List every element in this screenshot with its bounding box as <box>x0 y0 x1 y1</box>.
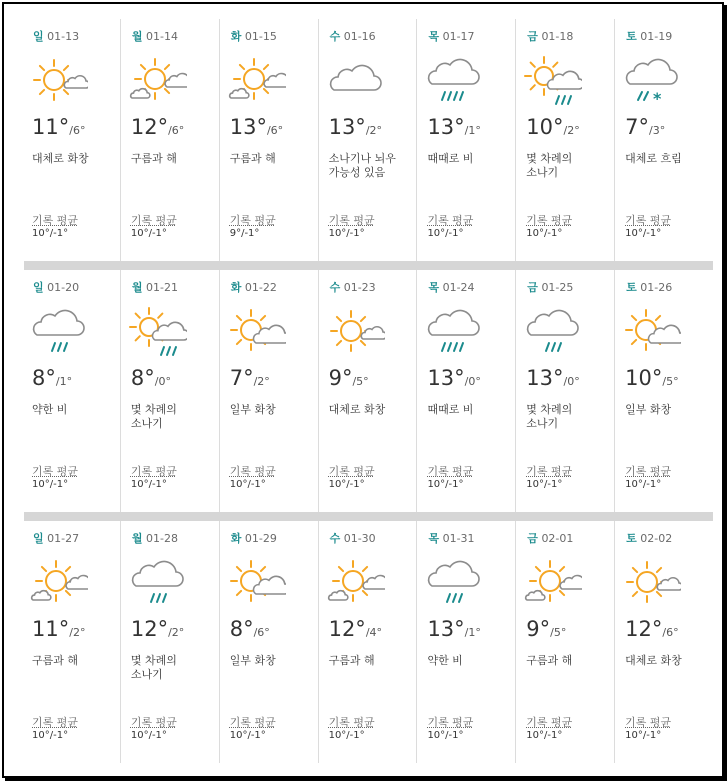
high-temp: 12° <box>130 115 169 139</box>
date-label: 02-02 <box>640 532 673 545</box>
week-row <box>22 521 714 763</box>
condition-text: 구름과 해 <box>229 152 276 165</box>
sun-mostly-clear-icon <box>621 554 681 610</box>
date-label: 01-25 <box>541 281 574 294</box>
record-average-value: 10°/-1° <box>32 479 69 490</box>
condition-text: 구름과 해 <box>328 654 375 667</box>
day-of-week: 토 <box>626 281 637 294</box>
record-average-link[interactable]: 기록 평균 <box>328 465 375 478</box>
date-label: 02-01 <box>541 532 574 545</box>
day-date <box>231 279 277 295</box>
date-label: 01-19 <box>640 30 673 43</box>
high-temp: 13° <box>526 366 564 390</box>
low-temp: /5° <box>550 626 567 639</box>
high-temp: 10° <box>526 115 564 139</box>
day-date <box>33 279 79 295</box>
condition-text: 일부 화창 <box>229 403 276 416</box>
condition-text: 대체로 화창 <box>625 654 682 667</box>
temperature <box>526 366 579 390</box>
day-date <box>330 530 376 546</box>
record-average-value: 10°/-1° <box>625 479 662 490</box>
low-temp: /0° <box>154 375 171 388</box>
day-card[interactable] <box>319 270 418 512</box>
day-of-week: 월 <box>131 532 143 545</box>
cloud-rain-icon <box>28 303 88 359</box>
week-row <box>22 270 714 512</box>
record-average-value: 10°/-1° <box>328 730 365 741</box>
day-card[interactable] <box>615 521 714 763</box>
day-card[interactable] <box>516 270 615 512</box>
day-of-week: 일 <box>33 30 44 43</box>
date-label: 01-30 <box>343 532 376 545</box>
record-average-link[interactable]: 기록 평균 <box>229 465 276 478</box>
temperature <box>131 115 184 139</box>
record-average-link[interactable]: 기록 평균 <box>526 214 573 227</box>
record-average-value: 10°/-1° <box>328 228 365 239</box>
low-temp: /1° <box>464 124 481 137</box>
temperature <box>526 115 579 139</box>
sun-partly-icon <box>621 303 681 359</box>
record-average-link[interactable]: 기록 평균 <box>526 465 573 478</box>
condition-text: 대체로 흐림 <box>625 152 682 165</box>
record-average-link[interactable]: 기록 평균 <box>625 214 672 227</box>
temperature <box>427 115 480 139</box>
record-average-link[interactable]: 기록 평균 <box>32 465 79 478</box>
low-temp: /2° <box>69 626 86 639</box>
low-temp: /3° <box>649 124 666 137</box>
condition-text: 몇 차례의 소나기 <box>130 403 177 430</box>
cloud-sleet-icon <box>621 52 681 108</box>
date-label: 01-31 <box>442 532 475 545</box>
day-date <box>231 28 277 44</box>
condition-text: 구름과 해 <box>32 654 79 667</box>
date-label: 01-14 <box>146 30 178 43</box>
high-temp: 13° <box>427 366 465 390</box>
week-row <box>22 19 714 261</box>
condition-text: 일부 화창 <box>229 654 276 667</box>
day-of-week: 일 <box>33 532 44 545</box>
cloud-icon <box>325 52 385 108</box>
temperature <box>329 617 382 641</box>
sun-cloud-icon <box>127 52 187 108</box>
day-of-week: 월 <box>131 281 143 294</box>
day-of-week: 화 <box>230 532 242 545</box>
sun-cloud-icon <box>28 554 88 610</box>
day-date <box>626 28 672 44</box>
date-label: 01-15 <box>244 30 277 43</box>
high-temp: 8° <box>32 366 56 390</box>
day-date <box>428 28 474 44</box>
day-card[interactable] <box>121 521 220 763</box>
condition-text: 일부 화창 <box>625 403 672 416</box>
day-of-week: 토 <box>626 532 637 545</box>
record-average-link[interactable]: 기록 평균 <box>427 214 474 227</box>
condition-text: 구름과 해 <box>526 654 573 667</box>
high-temp: 12° <box>328 617 366 641</box>
low-temp: /5° <box>662 375 679 388</box>
day-date <box>527 530 573 546</box>
day-of-week: 수 <box>329 30 341 43</box>
low-temp: /1° <box>464 626 481 639</box>
record-average-value: 10°/-1° <box>229 730 266 741</box>
record-average-value: 10°/-1° <box>229 479 266 490</box>
record-average-value: 9°/-1° <box>229 228 260 239</box>
record-average-value: 10°/-1° <box>427 228 464 239</box>
date-label: 01-17 <box>442 30 475 43</box>
record-average-value: 10°/-1° <box>526 730 563 741</box>
low-temp: /0° <box>464 375 481 388</box>
date-label: 01-18 <box>541 30 574 43</box>
low-temp: /4° <box>365 626 383 639</box>
day-card[interactable] <box>22 521 121 763</box>
temperature <box>131 366 171 390</box>
high-temp: 9° <box>526 617 551 641</box>
low-temp: /2° <box>563 124 580 137</box>
day-date <box>330 279 376 295</box>
high-temp: 7° <box>229 366 254 390</box>
low-temp: /6° <box>69 124 86 137</box>
day-of-week: 목 <box>428 281 440 294</box>
date-label: 01-28 <box>146 532 178 545</box>
low-temp: /6° <box>253 626 270 639</box>
sun-partly-icon <box>226 303 286 359</box>
sun-cloud-icon <box>226 52 286 108</box>
day-card[interactable] <box>121 19 220 261</box>
day-date <box>527 279 573 295</box>
record-average-link[interactable]: 기록 평균 <box>229 716 276 729</box>
day-date <box>626 530 672 546</box>
condition-text: 약한 비 <box>427 654 463 667</box>
record-average-value: 10°/-1° <box>32 228 69 239</box>
record-average-value: 10°/-1° <box>526 228 563 239</box>
day-date <box>330 28 376 44</box>
day-card[interactable] <box>220 521 319 763</box>
svg-text:*: * <box>653 89 662 108</box>
cloud-rain-heavy-icon <box>423 303 483 359</box>
high-temp: 11° <box>32 115 70 139</box>
date-label: 01-21 <box>146 281 178 294</box>
record-average-link[interactable]: 기록 평균 <box>526 716 573 729</box>
day-date <box>33 530 79 546</box>
cloud-rain-icon <box>522 303 582 359</box>
day-card[interactable] <box>516 521 615 763</box>
record-average-value: 10°/-1° <box>130 228 167 239</box>
record-average-value: 10°/-1° <box>625 730 662 741</box>
cloud-rain-icon <box>423 554 483 610</box>
low-temp: /6° <box>168 124 185 137</box>
day-of-week: 화 <box>230 281 242 294</box>
record-average-link[interactable]: 기록 평균 <box>625 716 672 729</box>
condition-text: 대체로 화창 <box>328 403 386 416</box>
day-card[interactable] <box>417 19 516 261</box>
day-of-week: 화 <box>230 30 242 43</box>
high-temp: 13° <box>427 115 465 139</box>
sun-cloud-icon <box>325 554 385 610</box>
day-card[interactable] <box>121 270 220 512</box>
temperature <box>625 366 678 390</box>
record-average-link[interactable]: 기록 평균 <box>229 214 276 227</box>
record-average-link[interactable]: 기록 평균 <box>130 214 177 227</box>
high-temp: 8° <box>229 617 254 641</box>
low-temp: /0° <box>563 375 580 388</box>
record-average-value: 10°/-1° <box>328 479 365 490</box>
day-date <box>132 530 178 546</box>
high-temp: 13° <box>427 617 465 641</box>
cloud-rain-heavy-icon <box>423 52 483 108</box>
day-card[interactable] <box>22 19 121 261</box>
record-average-link[interactable]: 기록 평균 <box>32 214 79 227</box>
condition-text: 대체로 화창 <box>32 152 89 165</box>
day-date <box>132 279 178 295</box>
day-of-week: 수 <box>329 281 341 294</box>
day-card[interactable] <box>615 270 714 512</box>
record-average-value: 10°/-1° <box>625 228 662 239</box>
day-date <box>428 279 474 295</box>
date-label: 01-26 <box>640 281 673 294</box>
record-average-value: 10°/-1° <box>32 730 69 741</box>
low-temp: /2° <box>168 626 185 639</box>
high-temp: 13° <box>229 115 267 139</box>
day-date <box>428 530 474 546</box>
record-average-value: 10°/-1° <box>130 730 167 741</box>
temperature <box>230 115 283 139</box>
day-date <box>33 28 79 44</box>
day-of-week: 월 <box>131 30 143 43</box>
day-date <box>132 28 178 44</box>
sun-partly-icon <box>226 554 286 610</box>
day-of-week: 일 <box>33 281 44 294</box>
window-frame <box>2 2 724 778</box>
low-temp: /6° <box>266 124 284 137</box>
date-label: 01-16 <box>343 30 376 43</box>
condition-text: 몇 차례의 소나기 <box>130 654 177 681</box>
temperature <box>32 115 85 139</box>
high-temp: 11° <box>32 617 70 641</box>
date-label: 01-20 <box>47 281 80 294</box>
day-card[interactable] <box>319 19 418 261</box>
day-of-week: 금 <box>527 532 538 545</box>
temperature <box>526 617 566 641</box>
high-temp: 10° <box>625 366 663 390</box>
sun-mostly-clear-icon <box>28 52 88 108</box>
week-separator <box>24 261 713 270</box>
week-separator <box>24 512 713 521</box>
sun-cloud-icon <box>522 554 582 610</box>
sun-cloud-rain-icon <box>522 52 582 108</box>
record-average-link[interactable]: 기록 평균 <box>130 716 177 729</box>
condition-text: 소나기나 뇌우 가능성 있음 <box>328 152 396 179</box>
high-temp: 7° <box>625 115 650 139</box>
record-average-link[interactable]: 기록 평균 <box>328 716 375 729</box>
condition-text: 때때로 비 <box>427 152 474 165</box>
temperature <box>427 366 480 390</box>
temperature <box>427 617 480 641</box>
high-temp: 12° <box>625 617 663 641</box>
date-label: 01-23 <box>343 281 376 294</box>
temperature <box>625 617 678 641</box>
high-temp: 13° <box>328 115 366 139</box>
condition-text: 구름과 해 <box>130 152 177 165</box>
record-average-link[interactable]: 기록 평균 <box>328 214 375 227</box>
cloud-rain-icon <box>127 554 187 610</box>
temperature <box>625 115 665 139</box>
condition-text: 약한 비 <box>32 403 68 416</box>
high-temp: 12° <box>130 617 169 641</box>
day-card[interactable] <box>417 270 516 512</box>
day-of-week: 목 <box>428 532 440 545</box>
day-card[interactable] <box>220 19 319 261</box>
record-average-link[interactable]: 기록 평균 <box>427 716 474 729</box>
low-temp: /5° <box>352 375 369 388</box>
temperature <box>230 617 270 641</box>
low-temp: /2° <box>253 375 270 388</box>
temperature <box>329 115 382 139</box>
high-temp: 8° <box>130 366 155 390</box>
day-of-week: 금 <box>527 30 538 43</box>
day-card[interactable] <box>417 521 516 763</box>
day-of-week: 수 <box>329 532 341 545</box>
low-temp: /1° <box>55 375 73 388</box>
temperature <box>32 366 72 390</box>
day-date <box>527 28 573 44</box>
record-average-value: 10°/-1° <box>526 479 563 490</box>
temperature <box>131 617 184 641</box>
condition-text: 때때로 비 <box>427 403 474 416</box>
low-temp: /6° <box>662 626 679 639</box>
record-average-link[interactable]: 기록 평균 <box>32 716 79 729</box>
day-of-week: 토 <box>626 30 637 43</box>
sun-mostly-clear-icon <box>325 303 385 359</box>
date-label: 01-24 <box>442 281 475 294</box>
temperature <box>32 617 85 641</box>
forecast-grid <box>22 19 714 763</box>
sun-cloud-rain-icon <box>127 303 187 359</box>
record-average-value: 10°/-1° <box>427 479 464 490</box>
day-date <box>626 279 672 295</box>
record-average-link[interactable]: 기록 평균 <box>625 465 672 478</box>
record-average-link[interactable]: 기록 평균 <box>427 465 474 478</box>
day-date <box>231 530 277 546</box>
condition-text: 몇 차례의 소나기 <box>526 152 573 179</box>
high-temp: 9° <box>328 366 353 390</box>
date-label: 01-13 <box>47 30 80 43</box>
temperature <box>329 366 369 390</box>
date-label: 01-22 <box>244 281 277 294</box>
day-card[interactable] <box>220 270 319 512</box>
day-card[interactable] <box>22 270 121 512</box>
temperature <box>230 366 270 390</box>
day-card[interactable] <box>516 19 615 261</box>
day-card[interactable] <box>319 521 418 763</box>
low-temp: /2° <box>365 124 383 137</box>
record-average-link[interactable]: 기록 평균 <box>130 465 177 478</box>
day-of-week: 목 <box>428 30 440 43</box>
record-average-value: 10°/-1° <box>427 730 464 741</box>
day-card[interactable] <box>615 19 714 261</box>
date-label: 01-27 <box>47 532 80 545</box>
condition-text: 몇 차례의 소나기 <box>526 403 573 430</box>
day-of-week: 금 <box>527 281 538 294</box>
date-label: 01-29 <box>244 532 277 545</box>
record-average-value: 10°/-1° <box>130 479 167 490</box>
